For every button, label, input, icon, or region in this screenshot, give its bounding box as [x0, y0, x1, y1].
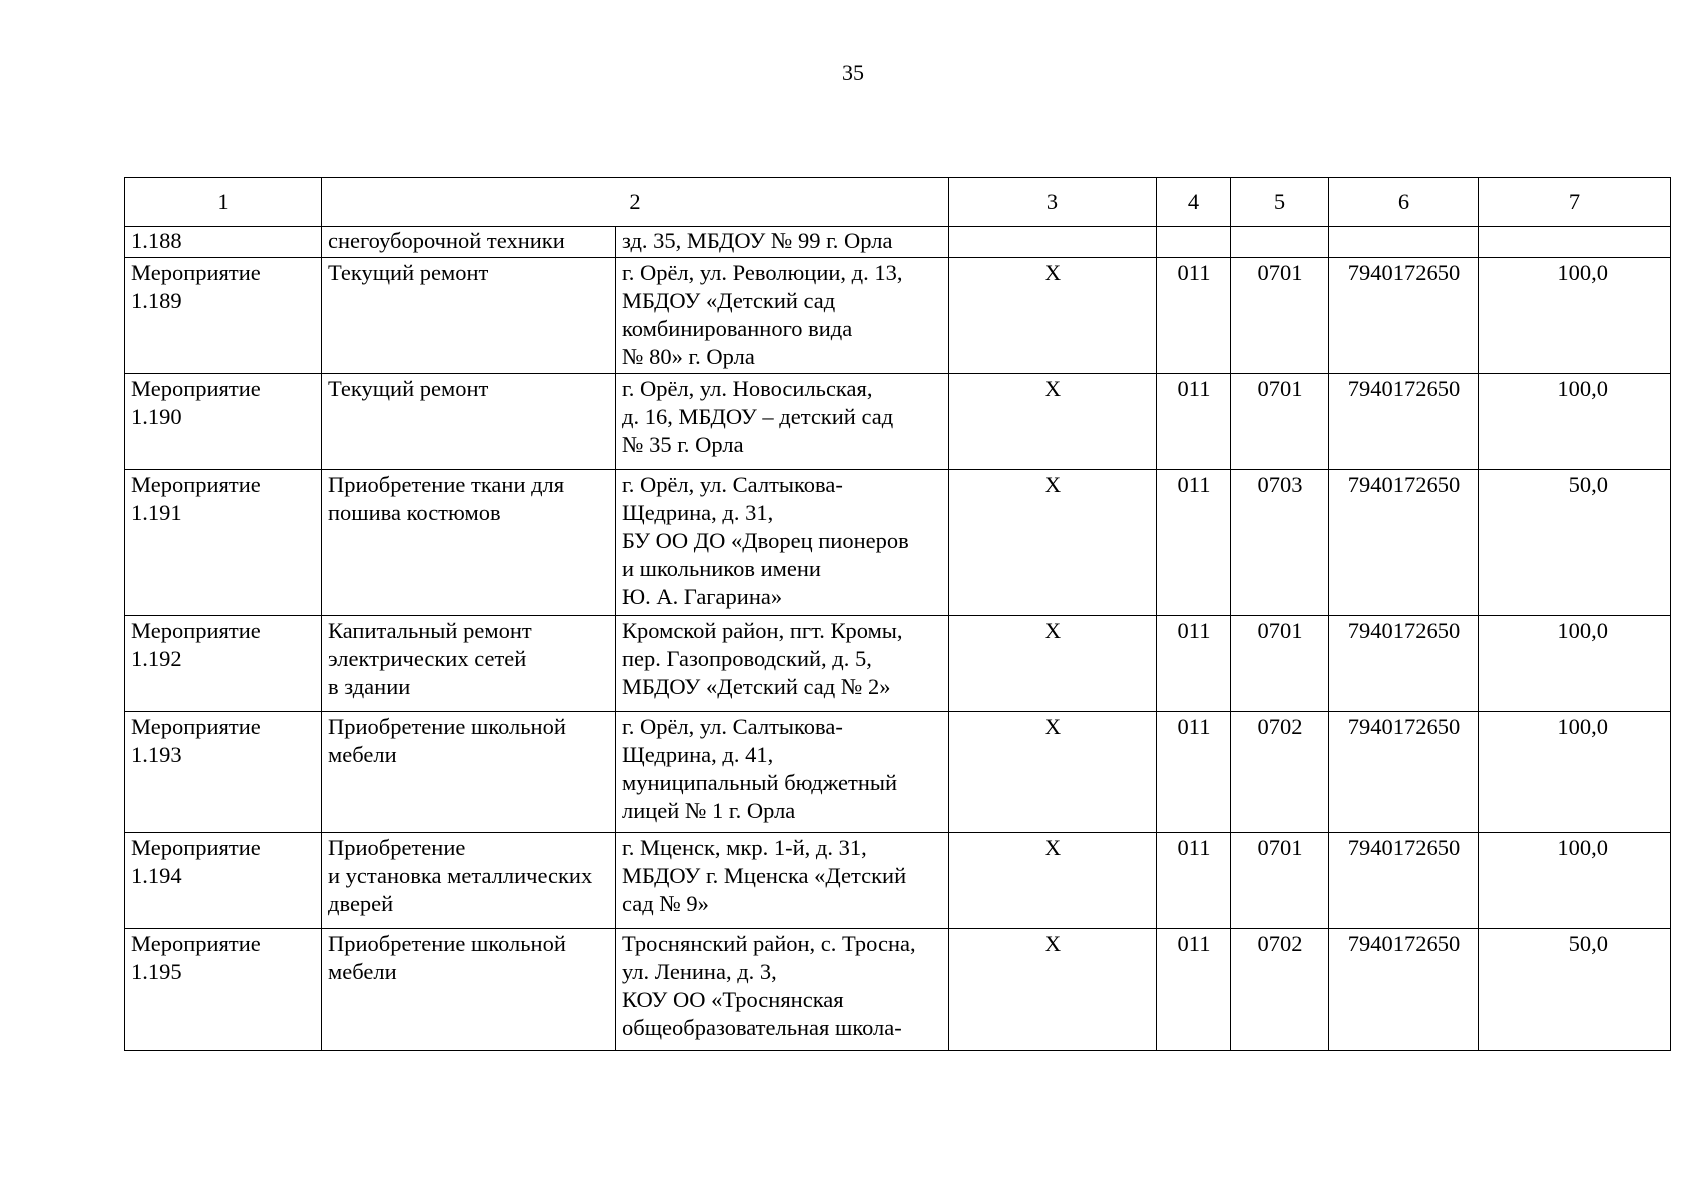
cell-col5: 0701	[1231, 616, 1329, 712]
cell-col6	[1329, 227, 1479, 258]
header-col-7: 7	[1479, 178, 1671, 227]
cell-address: г. Орёл, ул. Салтыкова- Щедрина, д. 41, муниципальный бюджетный лицей № 1 г. Орла	[616, 712, 949, 833]
cell-address: Троснянский район, с. Тросна, ул. Ленина, д. 3, КОУ ОО «Троснянская общеобразовательная школа-	[616, 929, 949, 1051]
cell-col7: 100,0	[1479, 833, 1671, 929]
table-row	[125, 929, 1671, 1051]
cell-address: г. Орёл, ул. Новосильская, д. 16, МБДОУ – детский сад № 35 г. Орла	[616, 374, 949, 470]
cell-address: Кромской район, пгт. Кромы, пер. Газопроводский, д. 5, МБДОУ «Детский сад № 2»	[616, 616, 949, 712]
cell-col3: Х	[949, 712, 1157, 833]
table-header-row	[125, 178, 1671, 227]
table-row	[125, 833, 1671, 929]
cell-id: Мероприятие 1.192	[125, 616, 322, 712]
budget-table	[124, 177, 1671, 1051]
cell-id: Мероприятие 1.194	[125, 833, 322, 929]
header-col-1: 1	[125, 178, 322, 227]
cell-name: Приобретение школьной мебели	[322, 712, 616, 833]
cell-col7: 50,0	[1479, 470, 1671, 616]
cell-col4: 011	[1157, 712, 1231, 833]
cell-col6: 7940172650	[1329, 833, 1479, 929]
cell-col3: Х	[949, 929, 1157, 1051]
cell-name: Приобретение и установка металлических дверей	[322, 833, 616, 929]
cell-col3: Х	[949, 258, 1157, 374]
cell-id: Мероприятие 1.190	[125, 374, 322, 470]
header-col-5: 5	[1231, 178, 1329, 227]
cell-col4: 011	[1157, 833, 1231, 929]
cell-col3: Х	[949, 374, 1157, 470]
cell-col5: 0701	[1231, 374, 1329, 470]
cell-col5: 0703	[1231, 470, 1329, 616]
cell-col5: 0701	[1231, 833, 1329, 929]
cell-col3: Х	[949, 833, 1157, 929]
table-row	[125, 616, 1671, 712]
cell-name: Приобретение школьной мебели	[322, 929, 616, 1051]
cell-col7: 100,0	[1479, 712, 1671, 833]
cell-col5: 0701	[1231, 258, 1329, 374]
cell-address: г. Мценск, мкр. 1-й, д. 31, МБДОУ г. Мценска «Детский сад № 9»	[616, 833, 949, 929]
table-row	[125, 712, 1671, 833]
cell-col7: 100,0	[1479, 374, 1671, 470]
header-col-3: 3	[949, 178, 1157, 227]
table-row-continuation	[125, 227, 1671, 258]
cell-name: Приобретение ткани для пошива костюмов	[322, 470, 616, 616]
cell-id: Мероприятие 1.193	[125, 712, 322, 833]
cell-name: Текущий ремонт	[322, 374, 616, 470]
cell-id: Мероприятие 1.189	[125, 258, 322, 374]
cell-col3	[949, 227, 1157, 258]
cell-address: г. Орёл, ул. Революции, д. 13, МБДОУ «Детский сад комбинированного вида № 80» г. Орла	[616, 258, 949, 374]
cell-address: зд. 35, МБДОУ № 99 г. Орла	[616, 227, 949, 258]
header-col-6: 6	[1329, 178, 1479, 227]
cell-address: г. Орёл, ул. Салтыкова- Щедрина, д. 31, БУ ОО ДО «Дворец пионеров и школьников имени Ю. А. Гагарина»	[616, 470, 949, 616]
cell-col7: 100,0	[1479, 258, 1671, 374]
cell-col3: Х	[949, 470, 1157, 616]
cell-col6: 7940172650	[1329, 712, 1479, 833]
cell-col5: 0702	[1231, 929, 1329, 1051]
table-row	[125, 374, 1671, 470]
cell-col4: 011	[1157, 929, 1231, 1051]
cell-col7: 50,0	[1479, 929, 1671, 1051]
cell-col4	[1157, 227, 1231, 258]
cell-col5	[1231, 227, 1329, 258]
cell-col4: 011	[1157, 374, 1231, 470]
header-col-4: 4	[1157, 178, 1231, 227]
page-number: 35	[842, 60, 864, 85]
cell-col7: 100,0	[1479, 616, 1671, 712]
table-row	[125, 258, 1671, 374]
cell-col6: 7940172650	[1329, 616, 1479, 712]
cell-col5: 0702	[1231, 712, 1329, 833]
cell-col6: 7940172650	[1329, 929, 1479, 1051]
table-row	[125, 470, 1671, 616]
cell-name: Капитальный ремонт электрических сетей в здании	[322, 616, 616, 712]
cell-name: снегоуборочной техники	[322, 227, 616, 258]
cell-col6: 7940172650	[1329, 470, 1479, 616]
cell-col6: 7940172650	[1329, 258, 1479, 374]
cell-name: Текущий ремонт	[322, 258, 616, 374]
cell-col4: 011	[1157, 616, 1231, 712]
cell-col6: 7940172650	[1329, 374, 1479, 470]
cell-col4: 011	[1157, 470, 1231, 616]
cell-id: Мероприятие 1.195	[125, 929, 322, 1051]
cell-col3: Х	[949, 616, 1157, 712]
header-col-2: 2	[322, 178, 949, 227]
cell-col7	[1479, 227, 1671, 258]
cell-id: 1.188	[125, 227, 322, 258]
cell-id: Мероприятие 1.191	[125, 470, 322, 616]
cell-col4: 011	[1157, 258, 1231, 374]
